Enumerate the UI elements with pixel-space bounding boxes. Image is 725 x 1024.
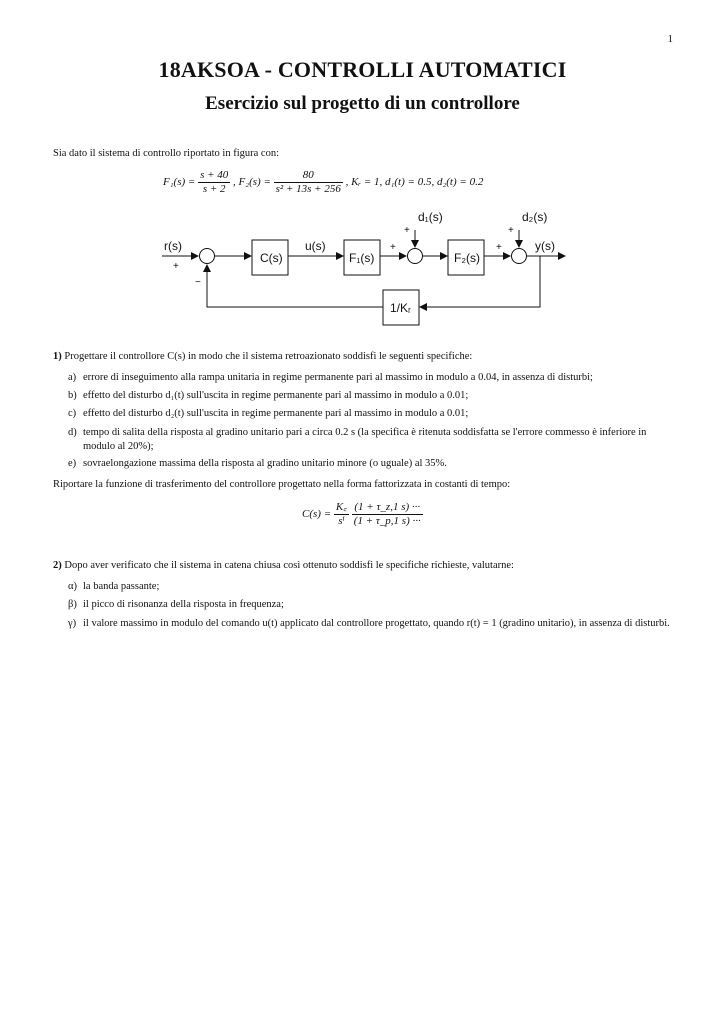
sum-junction-3 <box>512 249 527 264</box>
spec-item-b <box>68 389 678 403</box>
f2-denominator: s² + 13s + 256 <box>275 183 341 195</box>
eval-item-gamma <box>68 617 678 631</box>
spec-label: d) <box>68 427 77 438</box>
sum-junction-1 <box>200 249 215 264</box>
d2-label: d₂(s) <box>522 210 548 224</box>
page-subtitle: Esercizio sul progetto di un controllore <box>205 93 520 114</box>
report-instruction: Riportare la funzione di trasferimento del controllore progettato nella forma fattorizzata in costanti di tempo: <box>53 479 511 490</box>
question-2-text: Dopo aver verificato che il sistema in catena chiusa così ottenuto soddisfi le specifiche richieste, valutarne: <box>61 560 514 571</box>
spec-text: effetto del disturbo d₁(t) sull'uscita in regime permanente pari al massimo in modulo a 0.01; <box>83 390 469 401</box>
question-1-number: 1) <box>53 351 62 362</box>
eval-label: α) <box>68 581 77 592</box>
controller-label: C(s) <box>260 251 283 265</box>
eval-text: il picco di risonanza della risposta in frequenza; <box>83 599 284 610</box>
eval-label: γ) <box>68 618 77 629</box>
spec-text: sovraelongazione massima della risposta al gradino unitario minore (o uguale) al 35%. <box>83 458 447 469</box>
f2-numerator: 80 <box>274 169 343 183</box>
spec-label: b) <box>68 390 77 401</box>
intro-text: Sia dato il sistema di controllo riportato in figura con: <box>53 148 279 159</box>
page-title: 18AKSOA - CONTROLLI AUTOMATICI <box>158 57 567 82</box>
f2-fraction <box>274 169 343 196</box>
ctf-lhs: C(s) = <box>302 508 332 521</box>
sign-d2-plus: + <box>508 225 514 236</box>
u-label: u(s) <box>305 239 326 253</box>
spec-item-e <box>68 457 678 471</box>
block-diagram <box>150 200 580 330</box>
eval-item-alpha <box>68 580 678 594</box>
parameters-equation <box>163 169 483 196</box>
y-label: y(s) <box>535 239 555 253</box>
spec-item-a <box>68 371 678 385</box>
page-number: 1 <box>667 33 673 45</box>
question-2-number: 2) <box>53 560 62 571</box>
f1-fraction <box>198 169 230 196</box>
ctf-numerator: (1 + τ_z,1 s) ··· <box>352 501 423 515</box>
controller-tf-equation <box>302 501 423 528</box>
question-2 <box>53 559 514 573</box>
d1-label: d₁(s) <box>418 210 443 224</box>
sign-f2-plus: + <box>496 242 502 253</box>
ctf-si: sⁱ <box>338 515 345 527</box>
sign-fb-minus: − <box>195 277 201 288</box>
f2-block-label: F₂(s) <box>454 251 480 265</box>
eval-label: β) <box>68 599 77 610</box>
f1-numerator: s + 40 <box>200 169 229 181</box>
feedback-label: 1/Kᵣ <box>390 301 411 315</box>
f1-label: F₁(s) = <box>163 176 196 189</box>
question-1-text: Progettare il controllore C(s) in modo che il sistema retroazionato soddisfi le seguenti specifiche: <box>61 351 473 362</box>
ctf-kc: K꜀ <box>335 501 348 513</box>
spec-item-c <box>68 407 678 421</box>
ctf-gain-fraction <box>334 501 349 528</box>
sign-d1-plus: + <box>404 225 410 236</box>
spec-text: tempo di salita della risposta al gradino unitario pari a circa 0.2 s (la specifica è ritenuta soddisfatta se l'errore commesso è inferiore in modulo al 20%); <box>83 427 647 452</box>
f1-block-label: F₁(s) <box>349 251 375 265</box>
spec-text: errore di inseguimento alla rampa unitaria in regime permanente pari al massimo in modulo a 0.04, in assenza di disturbi; <box>83 372 593 383</box>
ctf-denominator: (1 + τ_p,1 s) ··· <box>353 515 421 527</box>
sign-u-plus: + <box>390 242 396 253</box>
f1-denominator: s + 2 <box>202 183 226 195</box>
eval-text: la banda passante; <box>83 581 160 592</box>
sum-junction-2 <box>408 249 423 264</box>
spec-label: e) <box>68 458 77 469</box>
spec-label: c) <box>68 408 77 419</box>
eval-text: il valore massimo in modulo del comando u(t) applicato dal controllore progettato, quando r(t) = 1 (gradino unitario), in assenza di disturbi. <box>83 618 670 629</box>
params-rest: , Kᵣ = 1, d₁(t) = 0.5, d₂(t) = 0.2 <box>345 176 484 189</box>
r-label: r(s) <box>164 239 182 253</box>
sign-r-plus: + <box>173 261 179 272</box>
eval-item-beta <box>68 598 678 612</box>
ctf-poly-fraction <box>352 501 423 528</box>
spec-label: a) <box>68 372 77 383</box>
question-1 <box>53 350 472 364</box>
f2-label: , F₂(s) = <box>233 176 271 189</box>
spec-text: effetto del disturbo d₂(t) sull'uscita in regime permanente pari al massimo in modulo a 0.01; <box>83 408 469 419</box>
spec-item-d <box>68 426 678 454</box>
